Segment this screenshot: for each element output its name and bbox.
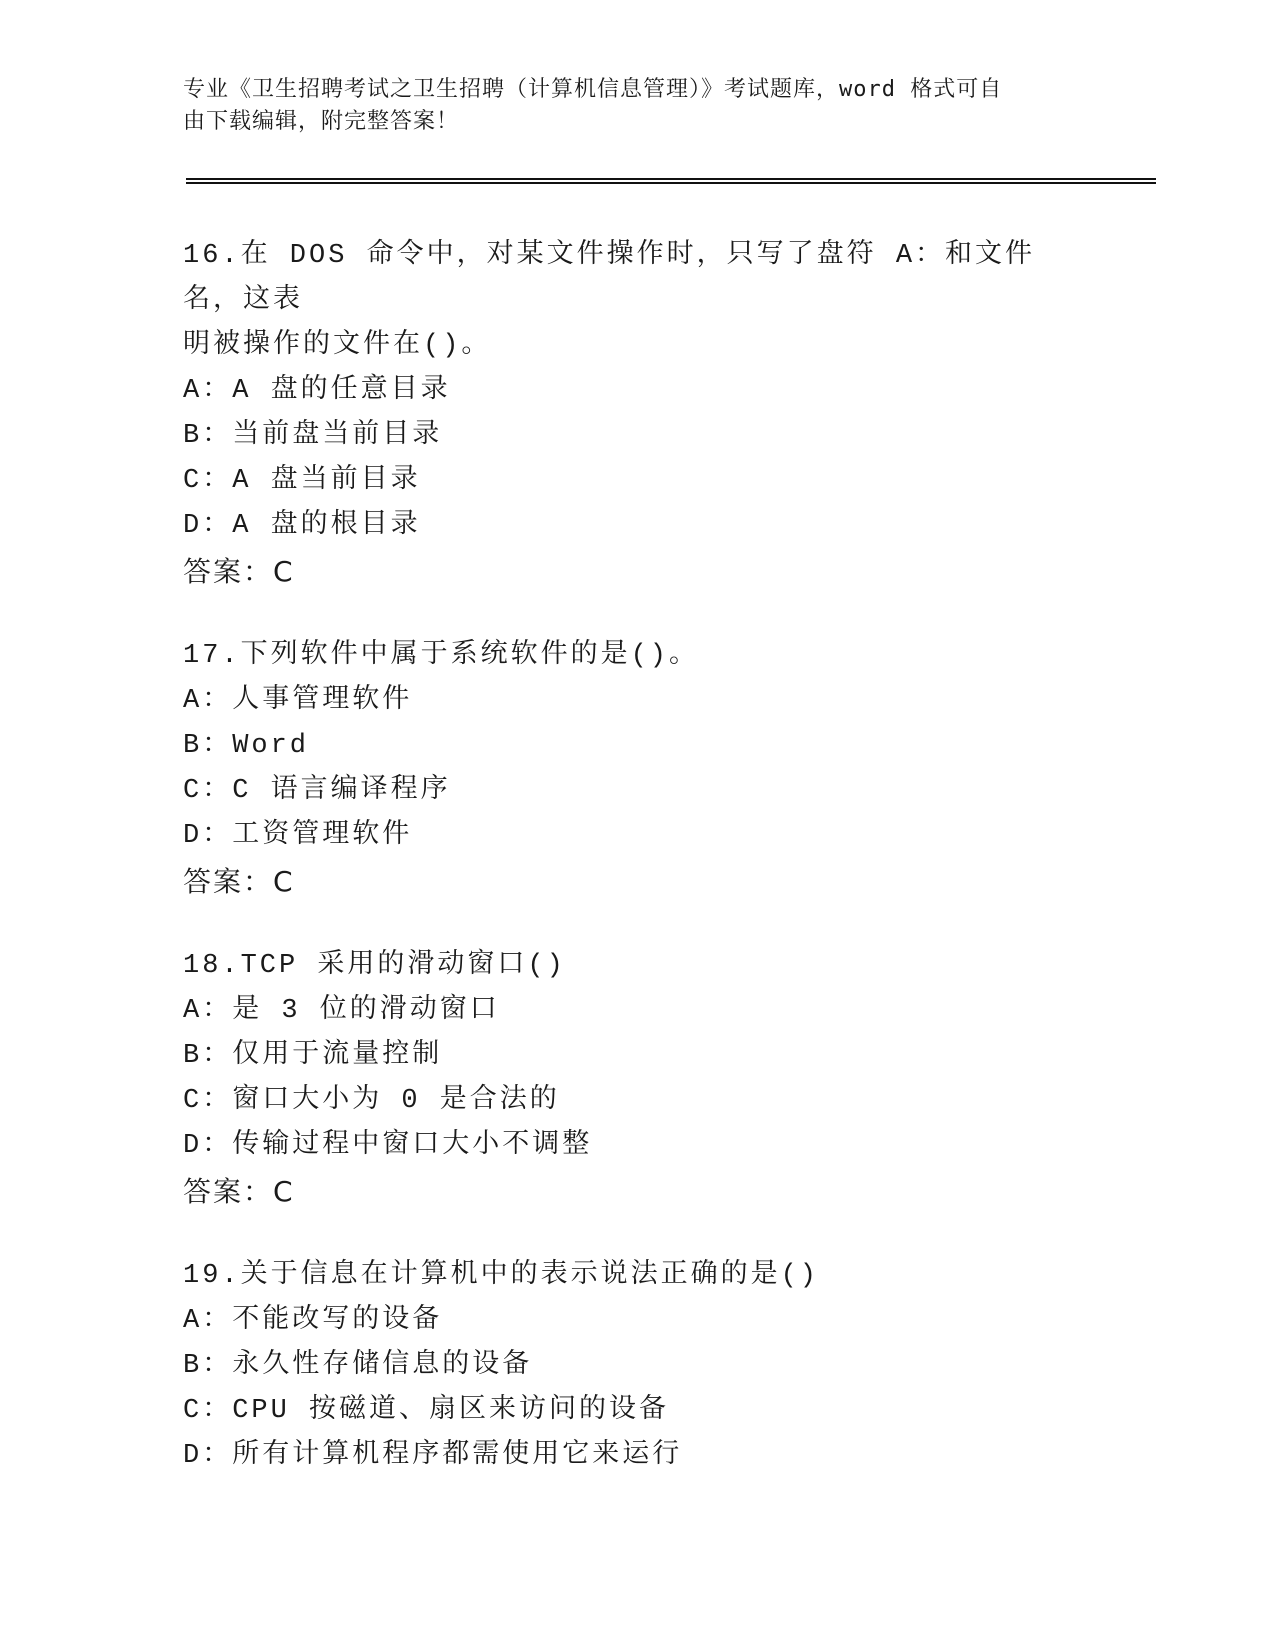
option-c: C：CPU 按磁道、扇区来访问的设备	[183, 1396, 670, 1426]
option-c: C：A 盘当前目录	[183, 466, 421, 496]
question-19	[183, 1254, 1083, 1479]
option-a: A：是 3 位的滑动窗口	[183, 996, 500, 1026]
option-b: B：永久性存储信息的设备	[183, 1351, 533, 1381]
question-stem: 18.TCP 采用的滑动窗口()	[183, 951, 566, 981]
answer-line: 答案：C	[183, 555, 295, 588]
question-list	[183, 234, 1083, 1519]
option-c: C：C 语言编译程序	[183, 776, 451, 806]
option-d: D：传输过程中窗口大小不调整	[183, 1131, 593, 1161]
question-17	[183, 634, 1083, 904]
header-line-1: 专业《卫生招聘考试之卫生招聘（计算机信息管理）》考试题库，word 格式可自	[183, 77, 1003, 102]
answer-line: 答案：C	[183, 1175, 295, 1208]
option-d: D：所有计算机程序都需使用它来运行	[183, 1441, 683, 1471]
option-b: B：Word	[183, 731, 310, 761]
option-c: C：窗口大小为 0 是合法的	[183, 1086, 560, 1116]
option-b: B：当前盘当前目录	[183, 421, 443, 451]
question-stem: 16.在 DOS 命令中，对某文件操作时，只写了盘符 A：和文件名，这表	[183, 241, 1036, 316]
answer-line: 答案：C	[183, 865, 295, 898]
question-stem-continued: 明被操作的文件在()。	[183, 331, 492, 361]
question-stem: 17.下列软件中属于系统软件的是()。	[183, 641, 700, 671]
option-d: D：工资管理软件	[183, 821, 413, 851]
option-d: D：A 盘的根目录	[183, 511, 421, 541]
option-b: B：仅用于流量控制	[183, 1041, 443, 1071]
question-18	[183, 944, 1083, 1214]
option-a: A：A 盘的任意目录	[183, 376, 451, 406]
document-header	[183, 74, 1063, 138]
option-a: A：人事管理软件	[183, 686, 413, 716]
question-16	[183, 234, 1083, 594]
question-stem: 19.关于信息在计算机中的表示说法正确的是()	[183, 1261, 820, 1291]
option-a: A：不能改写的设备	[183, 1306, 443, 1336]
double-rule-divider	[186, 178, 1156, 184]
header-line-2: 由下载编辑，附完整答案！	[183, 109, 460, 134]
